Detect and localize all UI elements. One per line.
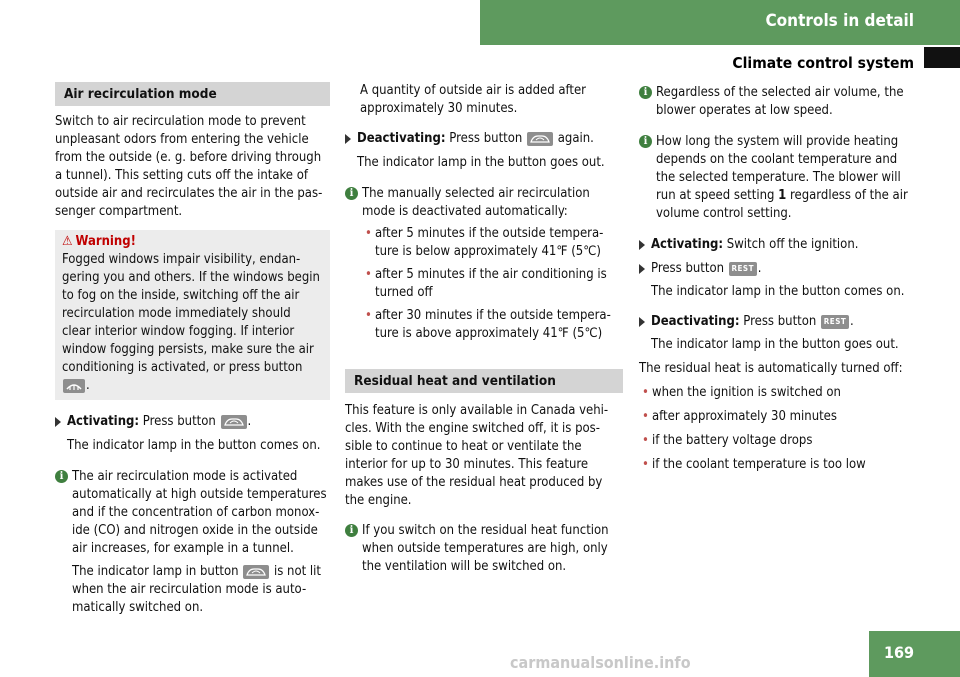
info5-speed: 1 <box>778 188 787 203</box>
info-heating-duration <box>639 133 919 223</box>
bullet-dot: • <box>365 308 372 323</box>
list-item-text: after 5 minutes if the air conditioning is turned off <box>375 267 607 300</box>
activating-label: Activating: <box>651 237 724 252</box>
page-title: Climate control system <box>732 54 914 72</box>
warning-heading <box>62 233 323 251</box>
list-item <box>362 266 623 302</box>
residual-text: This feature is only available in Canada vehi-cles. With the engine switched off, it is pos-sible to continue to heat or ventilate the interior for up to 30 minutes. This feature makes use of the residual heat produced by the engine. <box>345 403 609 508</box>
list-item <box>639 384 919 402</box>
lamp-off-text: The indicator lamp in the button goes out. <box>357 155 605 170</box>
auto-off-list <box>639 384 919 474</box>
lamp-on-text: The indicator lamp in the button comes on. <box>651 284 905 299</box>
step-arrow-icon <box>639 264 645 274</box>
info-auto-activation <box>55 468 330 617</box>
info1-lamp-text <box>72 563 330 617</box>
warning-triangle-icon: ⚠ <box>62 234 73 249</box>
deactivation-list <box>345 225 623 343</box>
section-heading-air-recirculation: Air recirculation mode <box>55 82 330 106</box>
info-icon: i <box>639 86 652 99</box>
car-recirc-glyph <box>223 416 245 428</box>
deactivating-post: again. <box>557 131 594 146</box>
warning-text: Fogged windows impair visibility, endan-gering you and others. If the windows begin to fog on the inside, switching off the air recirculation mode immediately should clear interior window fogging. If interior window fogging persists, make sure the air conditioning is activated, or press button . <box>62 252 320 393</box>
info-icon: i <box>345 187 358 200</box>
bullet-dot: • <box>365 267 372 282</box>
recirculation-button-icon <box>527 132 553 146</box>
page-number: 169 <box>883 643 914 662</box>
car-recirc-glyph <box>245 566 267 578</box>
press-rest-step: Press button REST . <box>639 260 919 278</box>
intro-paragraph: Switch to air recirculation mode to prevent unpleasant odors from entering the vehicle from the outside (e. g. before driving through a tunnel). This setting cuts off the intake of outside air and recirculates the air in the pas-senger compartment. <box>55 114 323 219</box>
list-item-text: if the coolant temperature is too low <box>652 457 866 472</box>
max-defrost-button-icon <box>63 379 85 393</box>
list-item <box>639 432 919 450</box>
quantity-text: A quantity of outside air is added after approximately 30 minutes. <box>360 83 586 116</box>
deactivating-text: Press button <box>743 314 817 329</box>
watermark: carmanualsonline.info <box>510 653 691 672</box>
info1-text: The air recirculation mode is activated automatically at high outside temperatures and if the concentration of carbon monox-ide (CO) and nitrogen oxide in the outside air increases, for example in a tunnel. <box>72 469 327 556</box>
list-item <box>639 456 919 474</box>
recirculation-button-icon <box>221 415 247 429</box>
defrost-glyph <box>65 380 83 392</box>
header-marker <box>924 47 960 68</box>
list-item-text: after approximately 30 minutes <box>652 409 837 424</box>
info-icon: i <box>345 524 358 537</box>
rest-button-icon: REST <box>821 315 849 329</box>
info4-text: Regardless of the selected air volume, the blower operates at low speed. <box>656 85 904 118</box>
section-heading-residual-heat: Residual heat and ventilation <box>345 369 623 393</box>
lamp-off-text: The indicator lamp in the button goes out. <box>651 337 899 352</box>
rest-button-icon: REST <box>729 262 757 276</box>
list-item-text: if the battery voltage drops <box>652 433 813 448</box>
step-arrow-icon <box>639 240 645 250</box>
column-1 <box>55 82 330 617</box>
info-manual-deactivation <box>345 185 623 221</box>
list-item-text: after 5 minutes if the outside tempera-ture is below approximately 41℉ (5℃) <box>375 226 604 259</box>
info-residual-high-temp <box>345 522 623 576</box>
press-button-text: Press button <box>651 261 725 276</box>
warning-title: Warning! <box>75 234 136 249</box>
list-item-text: when the ignition is switched on <box>652 385 841 400</box>
step-arrow-icon <box>345 134 351 144</box>
info5-pre: How long the system will provide heating depends on the coolant temperature and the selected temperature. The blower will run at speed setting <box>656 134 901 203</box>
activating-label: Activating: <box>67 414 140 429</box>
bullet-dot: • <box>642 409 649 424</box>
bullet-dot: • <box>365 226 372 241</box>
activating-text: Switch off the ignition. <box>726 237 859 252</box>
warning-box <box>55 230 330 400</box>
deactivating-pre: Press button <box>449 131 523 146</box>
activating-text: Press button <box>142 414 216 429</box>
step-arrow-icon <box>639 317 645 327</box>
step-arrow-icon <box>55 417 61 427</box>
recirculation-button-icon <box>243 565 269 579</box>
info1-lamp-post: is not lit when the air recirculation mode is auto-matically switched on. <box>72 564 322 615</box>
page-number-box <box>869 631 960 677</box>
info1-lamp-pre: The indicator lamp in button <box>72 564 239 579</box>
info2-text: The manually selected air recirculation mode is deactivated automatically: <box>362 186 590 219</box>
info-icon: i <box>639 135 652 148</box>
list-item <box>639 408 919 426</box>
section-title: Controls in detail <box>765 11 914 31</box>
list-item-text: after 30 minutes if the outside tempera-ture is above approximately 41℉ (5℃) <box>375 308 611 341</box>
lamp-on-text: The indicator lamp in the button comes on. <box>67 438 321 453</box>
deactivating-step <box>345 130 623 148</box>
car-recirc-glyph <box>529 133 551 145</box>
info-blower <box>639 84 919 120</box>
list-item <box>362 225 623 261</box>
column-3 <box>639 84 919 474</box>
warning-text-body: Fogged windows impair visibility, endan-gering you and others. If the windows begin to fog on the inside, switching off the air recirculation mode immediately should clear interior window fogging. If interior window fogging persists, make sure the air conditioning is activated, or press button <box>62 252 320 375</box>
deactivating-step-residual: Deactivating: Press button REST . <box>639 313 919 331</box>
column-2 <box>345 82 623 576</box>
activating-step-residual <box>639 236 919 254</box>
bullet-dot: • <box>642 385 649 400</box>
info-icon: i <box>55 470 68 483</box>
auto-off-text: The residual heat is automatically turned off: <box>639 361 903 376</box>
info3-text: If you switch on the residual heat function when outside temperatures are high, only the ventilation will be switched on. <box>362 523 609 574</box>
bullet-dot: • <box>642 457 649 472</box>
activating-step: Activating: Press button . <box>55 413 330 431</box>
info5-post: regardless of the air volume control setting. <box>656 188 908 221</box>
info5-text <box>656 133 919 223</box>
list-item <box>362 307 623 343</box>
deactivating-label: Deactivating: <box>357 131 446 146</box>
deactivating-label: Deactivating: <box>651 314 740 329</box>
bullet-dot: • <box>642 433 649 448</box>
